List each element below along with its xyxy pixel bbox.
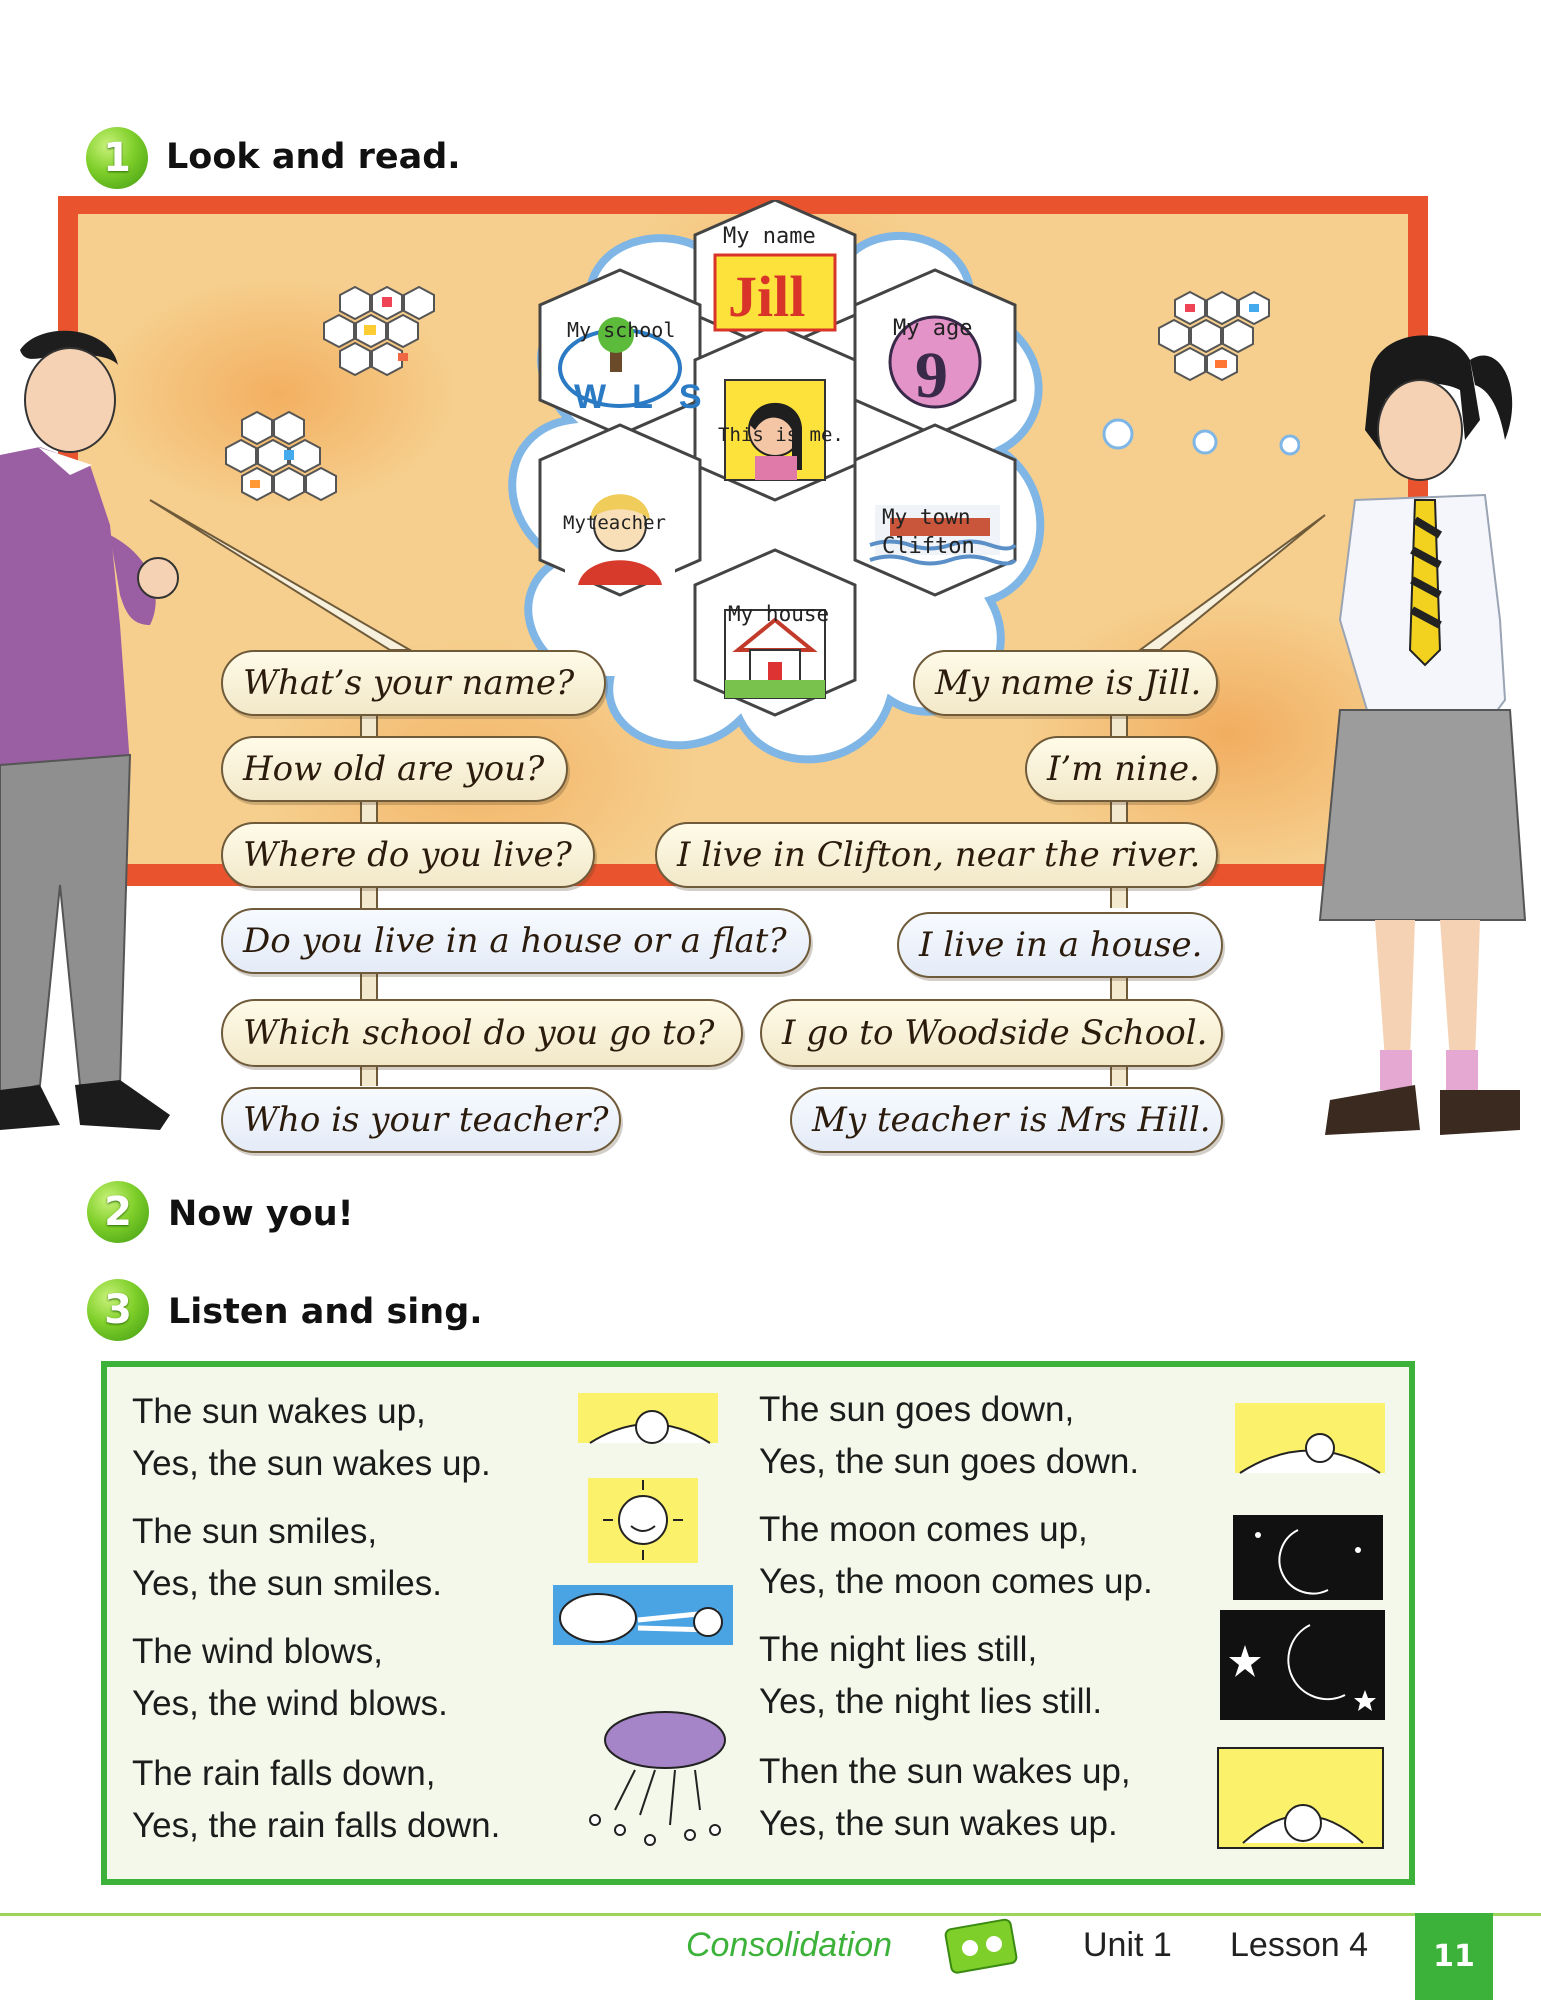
section-1-title: Look and read.: [166, 137, 461, 177]
night-still-icon: [1215, 1605, 1390, 1725]
cell-content-age: 9: [915, 339, 948, 412]
song-line: Then the sun wakes up,: [759, 1752, 1131, 1791]
footer-lesson: Lesson 4: [1230, 1926, 1368, 1964]
cell-content-school: WLS: [574, 378, 728, 416]
girl-illustration: [1300, 320, 1530, 1150]
answer-bubble: I’m nine.: [1025, 736, 1218, 802]
song-line: Yes, the sun smiles.: [132, 1564, 442, 1603]
answer-bubble: I live in Clifton, near the river.: [655, 822, 1218, 888]
footer-unit: Unit 1: [1083, 1926, 1172, 1964]
section-3-number: 3: [87, 1279, 149, 1341]
song-line: The sun smiles,: [132, 1512, 378, 1551]
section-1-number: 1: [86, 127, 148, 189]
cell-content-name: Jill: [728, 264, 806, 329]
cassette-icon: [942, 1916, 1022, 1976]
page-number: 11: [1415, 1913, 1493, 2000]
song-line: Yes, the night lies still.: [759, 1682, 1103, 1721]
footer-section: Consolidation: [686, 1926, 893, 1964]
sun-wakes-icon: [570, 1385, 730, 1455]
sun-smiles-icon: [578, 1468, 708, 1573]
song-line: Yes, the rain falls down.: [132, 1806, 501, 1845]
song-line: Yes, the wind blows.: [132, 1684, 448, 1723]
cell-label-me: This is me.: [718, 424, 844, 446]
section-2-title: Now you!: [168, 1194, 354, 1234]
answer-bubble: My name is Jill.: [913, 650, 1218, 716]
hexagon-cluster-icon: [1155, 290, 1275, 390]
song-line: The sun goes down,: [759, 1390, 1075, 1429]
section-2-number: 2: [87, 1181, 149, 1243]
question-bubble: Where do you live?: [221, 822, 595, 888]
song-line: The sun wakes up,: [132, 1392, 426, 1431]
song-line: The moon comes up,: [759, 1510, 1088, 1549]
cell-label-town: My town: [882, 505, 971, 529]
cell-label-house: My house: [728, 602, 830, 626]
song-line: Yes, the sun wakes up.: [759, 1804, 1118, 1843]
song-line: The rain falls down,: [132, 1754, 436, 1793]
sun-goes-down-icon: [1230, 1398, 1390, 1478]
song-line: The wind blows,: [132, 1632, 383, 1671]
cell-label-age: My age: [893, 316, 973, 341]
question-bubble: Who is your teacher?: [221, 1087, 621, 1153]
question-bubble: What’s your name?: [221, 650, 606, 716]
cell-label-school: My school: [567, 318, 676, 342]
answer-bubble: My teacher is Mrs Hill.: [790, 1087, 1223, 1153]
answer-bubble: I go to Woodside School.: [760, 999, 1223, 1067]
question-bubble: Do you live in a house or a flat?: [221, 908, 811, 974]
cell-label-teacher: Myteacher: [563, 512, 666, 534]
hexagon-cluster-icon: [320, 285, 440, 395]
sun-wakes-again-icon: [1213, 1743, 1388, 1853]
question-bubble: Which school do you go to?: [221, 999, 743, 1067]
boy-illustration: [0, 325, 190, 1155]
footer-rule: [0, 1913, 1541, 1916]
cell-label-name: My name: [723, 224, 816, 249]
section-3-title: Listen and sing.: [168, 1292, 483, 1332]
answer-bubble: I live in a house.: [897, 912, 1223, 978]
moon-comes-up-icon: [1228, 1510, 1388, 1605]
song-line: Yes, the sun wakes up.: [132, 1444, 491, 1483]
cell-content-town: Clifton: [882, 534, 975, 559]
question-bubble: How old are you?: [221, 736, 568, 802]
rain-falls-icon: [575, 1700, 740, 1860]
thought-dots: [1100, 400, 1300, 460]
song-line: Yes, the moon comes up.: [759, 1562, 1153, 1601]
wind-blows-icon: [548, 1580, 738, 1660]
song-line: The night lies still,: [759, 1630, 1038, 1669]
song-line: Yes, the sun goes down.: [759, 1442, 1140, 1481]
